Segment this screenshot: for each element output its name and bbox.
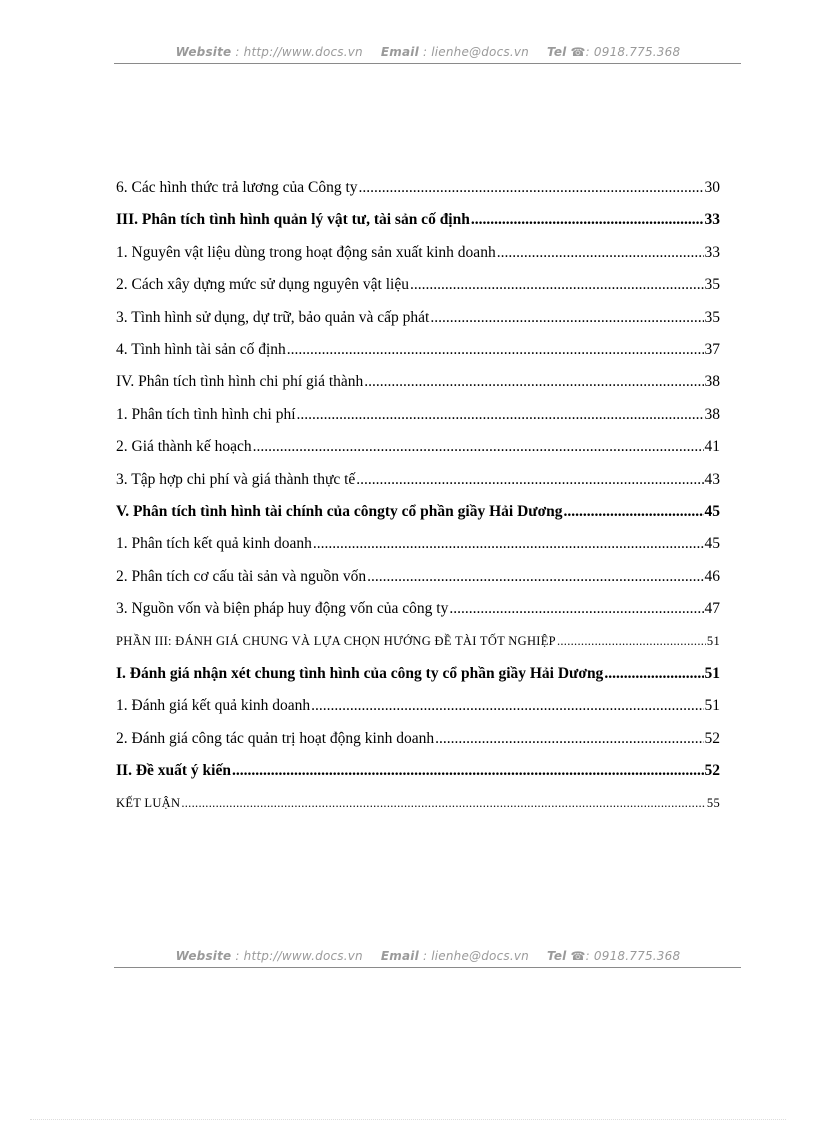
footer-tel-value: : 0918.775.368 [585, 949, 681, 963]
header-email-label: Email [380, 45, 419, 59]
toc-leader [181, 787, 706, 819]
toc-entry[interactable] [116, 625, 720, 657]
toc-entry[interactable] [116, 366, 720, 398]
page-header [116, 45, 740, 59]
toc-entry-title: 1. Phân tích tình hình chi phí [116, 405, 296, 423]
toc-entry-title: 2. Cách xây dựng mức sử dụng nguyên vật liệu [116, 276, 409, 294]
toc-leader [297, 399, 704, 431]
toc-entry-page: 38 [704, 405, 720, 423]
toc-entry-title: III. Phân tích tình hình quản lý vật tư, tài sản cố định [116, 211, 470, 229]
phone-icon: ☎ [570, 949, 586, 963]
toc-entry-page: 35 [704, 276, 720, 294]
toc-entry-title: 3. Tình hình sử dụng, dự trữ, bảo quản và cấp phát [116, 308, 430, 326]
toc-entry-title: PHẦN III: ĐÁNH GIÁ CHUNG VÀ LỰA CHỌN HƯỚNG ĐỀ TÀI TỐT NGHIỆP [116, 634, 556, 649]
toc-entry[interactable] [116, 237, 720, 269]
toc-entry-title: I. Đánh giá nhận xét chung tình hình của công ty cổ phần giầy Hải Dương [116, 664, 604, 682]
toc-entry[interactable] [116, 755, 720, 787]
toc-entry-title: IV. Phân tích tình hình chi phí giá thành [116, 373, 364, 391]
toc-entry[interactable] [116, 561, 720, 593]
toc-entry-page: 47 [704, 600, 720, 618]
toc-entry[interactable] [116, 593, 720, 625]
footer-website-value: : http://www.docs.vn [235, 949, 363, 963]
toc-entry[interactable] [116, 399, 720, 431]
toc-entry-page: 52 [704, 729, 720, 747]
toc-entry-page: 51 [706, 634, 720, 649]
footer-tel-label: Tel [547, 949, 567, 963]
toc-leader [367, 561, 703, 593]
toc-leader [359, 172, 704, 204]
footer-email-label: Email [380, 949, 419, 963]
toc-entry-page: 33 [704, 211, 720, 229]
toc-entry[interactable] [116, 528, 720, 560]
toc-entry[interactable] [116, 690, 720, 722]
toc-entry[interactable] [116, 431, 720, 463]
toc-entry-title: 1. Đánh giá kết quả kinh doanh [116, 697, 311, 715]
page-bottom-border [30, 1119, 786, 1120]
toc-leader [410, 269, 704, 301]
header-website-label: Website [175, 45, 232, 59]
toc-leader [435, 723, 703, 755]
toc-entry-page: 37 [704, 340, 720, 358]
toc-entry-page: 43 [704, 470, 720, 488]
toc-entry-title: 3. Nguồn vốn và biện pháp huy động vốn của công ty [116, 600, 449, 618]
toc-leader [311, 690, 703, 722]
header-website-value: : http://www.docs.vn [235, 45, 363, 59]
toc-leader [430, 302, 703, 334]
toc-entry-title: 2. Đánh giá công tác quản trị hoạt động kinh doanh [116, 729, 435, 747]
toc-leader [449, 593, 703, 625]
toc-leader [564, 496, 704, 528]
toc-entry[interactable] [116, 302, 720, 334]
toc-entry-title: 1. Nguyên vật liệu dùng trong hoạt động sản xuất kinh doanh [116, 243, 496, 261]
toc-leader [557, 625, 706, 657]
toc-entry-title: 3. Tập hợp chi phí và giá thành thực tế [116, 470, 356, 488]
footer-email-value: : lienhe@docs.vn [422, 949, 529, 963]
toc-entry[interactable] [116, 723, 720, 755]
toc-entry-title: 2. Giá thành kế hoạch [116, 438, 252, 456]
header-email-value: : lienhe@docs.vn [422, 45, 529, 59]
toc-entry-title: II. Đề xuất ý kiến [116, 762, 231, 780]
toc-entry-title: V. Phân tích tình hình tài chính của côngty cổ phần giầy Hải Dương [116, 502, 563, 520]
toc-entry-page: 30 [704, 179, 720, 196]
toc-leader [497, 237, 704, 269]
toc-entry-title: KẾT LUẬN [116, 796, 181, 811]
table-of-contents [116, 172, 720, 820]
toc-entry-title: 2. Phân tích cơ cấu tài sản và nguồn vốn [116, 567, 367, 585]
phone-icon: ☎ [570, 45, 586, 59]
toc-entry-page: 33 [704, 243, 720, 261]
toc-entry[interactable] [116, 464, 720, 496]
toc-entry-page: 52 [704, 762, 720, 780]
toc-entry[interactable] [116, 496, 720, 528]
toc-entry-page: 35 [704, 308, 720, 326]
toc-entry-title: 4. Tình hình tài sản cố định [116, 340, 286, 358]
toc-entry-page: 55 [706, 796, 720, 811]
page-footer [116, 949, 740, 963]
toc-entry-title: 1. Phân tích kết quả kinh doanh [116, 535, 312, 553]
toc-entry[interactable] [116, 204, 720, 236]
toc-entry-page: 46 [704, 567, 720, 585]
toc-entry[interactable] [116, 334, 720, 366]
toc-entry[interactable] [116, 172, 720, 204]
header-tel-label: Tel [547, 45, 567, 59]
footer-divider [114, 967, 741, 968]
toc-entry-page: 41 [704, 438, 720, 456]
header-divider [114, 63, 741, 64]
toc-entry-title: 6. Các hình thức trả lương của Công ty [116, 179, 358, 196]
toc-leader [232, 755, 704, 787]
toc-entry[interactable] [116, 787, 720, 819]
footer-website-label: Website [175, 949, 232, 963]
toc-leader [471, 204, 704, 236]
toc-leader [313, 528, 704, 560]
toc-entry-page: 45 [704, 535, 720, 553]
toc-entry-page: 51 [704, 664, 720, 682]
toc-leader [364, 366, 703, 398]
toc-entry[interactable] [116, 269, 720, 301]
toc-leader [356, 464, 703, 496]
toc-entry-page: 38 [704, 373, 720, 391]
toc-leader [253, 431, 704, 463]
toc-entry-page: 45 [704, 502, 720, 520]
toc-entry[interactable] [116, 658, 720, 690]
header-tel-value: : 0918.775.368 [585, 45, 681, 59]
toc-entry-page: 51 [704, 697, 720, 715]
toc-leader [604, 658, 703, 690]
toc-leader [287, 334, 704, 366]
